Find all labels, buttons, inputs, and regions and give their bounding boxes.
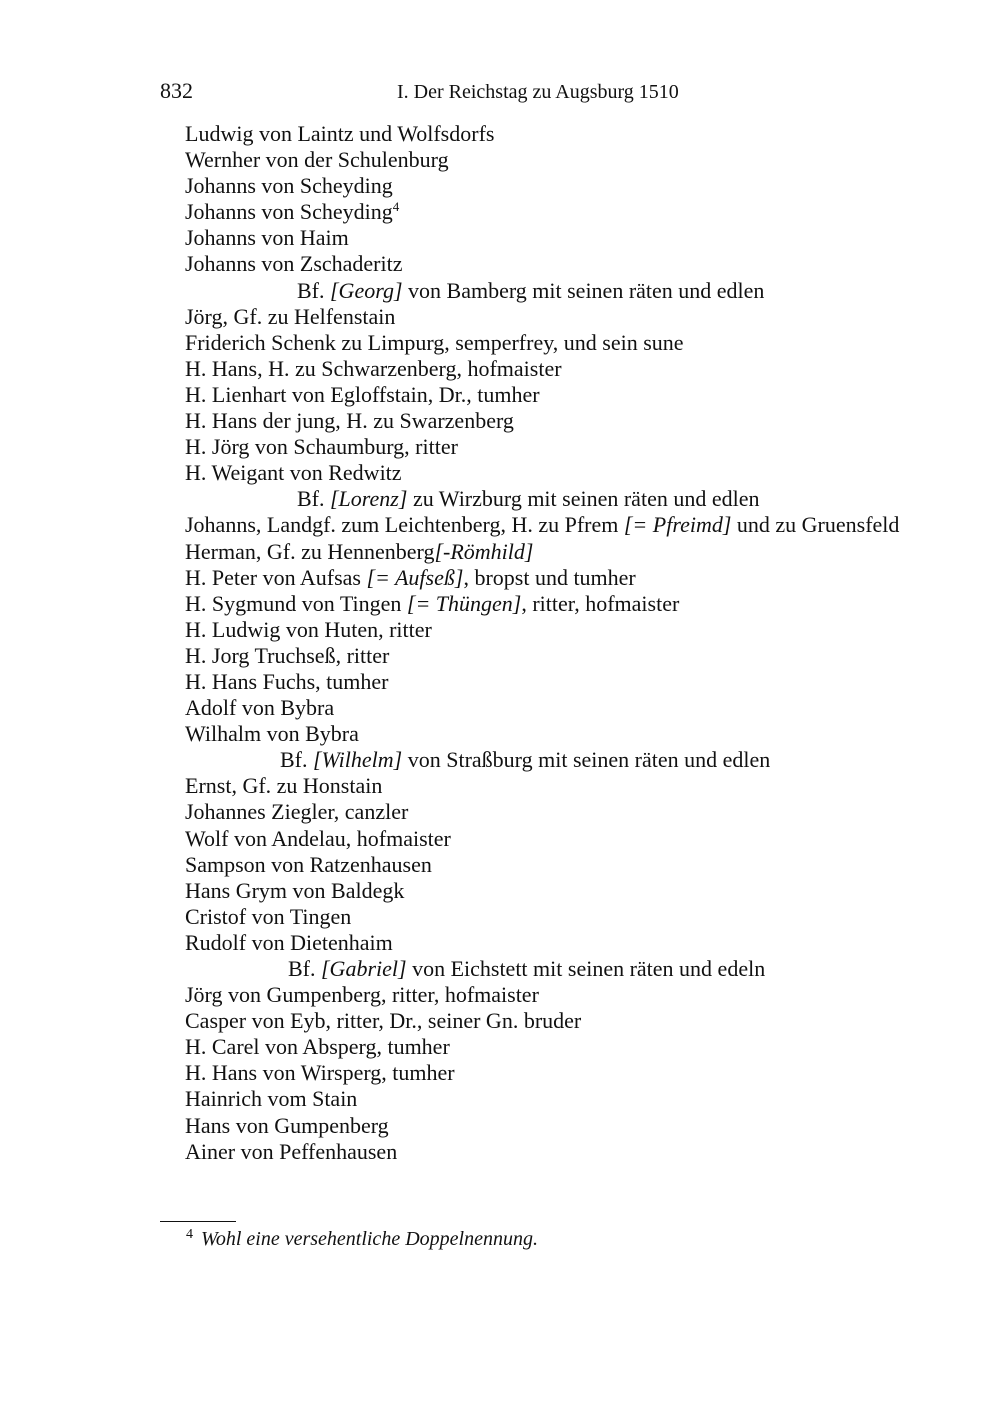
footnote-divider <box>160 1221 236 1222</box>
list-item: Hainrich vom Stain <box>185 1086 358 1112</box>
running-title: I. Der Reichstag zu Augsburg 1510 <box>397 81 679 103</box>
list-item: H. Lienhart von Egloffstain, Dr., tumher <box>185 381 540 407</box>
list-item: Rudolf von Dietenhaim <box>185 929 393 955</box>
list-item-text: Johanns von Scheyding <box>185 199 393 225</box>
list-item <box>160 565 910 591</box>
list-item: Ludwig von Laintz und Wolfsdorfs <box>185 121 495 146</box>
heading-text: von Eichstett mit seinen räten und edeln <box>406 956 766 981</box>
editorial-note: [= Pfreimd] <box>623 512 732 538</box>
heading-prefix: Bf. <box>297 277 330 303</box>
heading-editorial: [Georg] <box>330 277 403 303</box>
list-item: Johanns von Haim <box>185 225 349 251</box>
heading-text: von Bamberg mit seinen räten und edlen <box>402 277 765 303</box>
footnote-mark: 4 <box>186 1227 193 1242</box>
list-item-text: , ritter, hofmaister <box>521 590 680 616</box>
list-item: H. Ludwig von Huten, ritter <box>185 616 432 642</box>
page-header <box>160 78 910 108</box>
heading-prefix: Bf. <box>288 956 321 981</box>
list-item: H. Jörg von Schaumburg, ritter <box>185 434 458 460</box>
list-item-text: H. Sygmund von Tingen <box>185 590 407 616</box>
list-item: Wernher von der Schulenburg <box>185 147 449 173</box>
list-item-text: , bropst und tumher <box>463 564 636 590</box>
footnote-text: Wohl eine versehentliche Doppelnennung. <box>201 1228 538 1250</box>
list-item: Jörg von Gumpenberg, ritter, hofmaister <box>185 982 539 1008</box>
heading-editorial: [Gabriel] <box>321 956 407 981</box>
section-heading-eichstett <box>160 956 910 982</box>
editorial-note: [-Römhild] <box>434 538 534 564</box>
heading-text: von Straßburg mit seinen räten und edlen <box>402 747 771 773</box>
list-item: H. Carel von Absperg, tumher <box>185 1034 450 1060</box>
main-text <box>160 121 910 1165</box>
list-item <box>160 199 910 225</box>
list-item: Ainer von Peffenhausen <box>185 1138 398 1164</box>
heading-editorial: [Wilhelm] <box>313 747 403 773</box>
section-heading-strassburg <box>160 747 910 773</box>
list-item <box>160 512 910 538</box>
section-heading-wirzburg <box>160 486 910 512</box>
list-item: Hans von Gumpenberg <box>185 1112 389 1138</box>
heading-prefix: Bf. <box>280 747 313 773</box>
list-item: Johanns von Scheyding <box>185 173 393 199</box>
editorial-note: [= Aufseß] <box>366 564 464 590</box>
section-heading-bamberg <box>160 278 910 304</box>
list-item-text: Herman, Gf. zu Hennenberg <box>185 538 435 564</box>
page-number: 832 <box>160 78 193 103</box>
list-item: Ernst, Gf. zu Honstain <box>185 773 383 799</box>
footnote <box>186 1228 538 1251</box>
list-item: Friderich Schenk zu Limpurg, semperfrey, und sein sune <box>185 329 684 355</box>
list-item: Johanns von Zschaderitz <box>185 251 403 277</box>
heading-text: zu Wirzburg mit seinen räten und edlen <box>407 486 760 512</box>
list-item: H. Hans Fuchs, tumher <box>185 668 389 694</box>
list-item: H. Hans der jung, H. zu Swarzenberg <box>185 408 514 434</box>
list-item: Hans Grym von Baldegk <box>185 877 405 903</box>
list-item: Cristof von Tingen <box>185 903 352 929</box>
list-item: H. Jorg Truchseß, ritter <box>185 642 390 668</box>
list-item <box>160 539 910 565</box>
list-item-text: und zu Gruensfeld <box>731 512 900 538</box>
list-item: Casper von Eyb, ritter, Dr., seiner Gn. bruder <box>185 1008 582 1034</box>
list-item: Jörg, Gf. zu Helfenstain <box>185 303 396 329</box>
footnote-reference: 4 <box>392 199 400 215</box>
heading-prefix: Bf. <box>297 486 330 512</box>
list-item: Sampson von Ratzenhausen <box>185 851 432 877</box>
list-item: Johannes Ziegler, canzler <box>185 799 409 825</box>
list-item-text: Johanns, Landgf. zum Leichtenberg, H. zu Pfrem <box>185 512 624 538</box>
list-item: H. Hans von Wirsperg, tumher <box>185 1060 455 1086</box>
list-item: Wolf von Andelau, hofmaister <box>185 825 451 851</box>
editorial-note: [= Thüngen] <box>406 590 522 616</box>
list-item: Wilhalm von Bybra <box>185 721 359 747</box>
list-item: H. Weigant von Redwitz <box>185 460 402 486</box>
list-item: H. Hans, H. zu Schwarzenberg, hofmaister <box>185 355 562 381</box>
list-item: Adolf von Bybra <box>185 695 335 721</box>
list-item <box>160 591 910 617</box>
list-item-text: H. Peter von Aufsas <box>185 564 367 590</box>
heading-editorial: [Lorenz] <box>330 486 408 512</box>
